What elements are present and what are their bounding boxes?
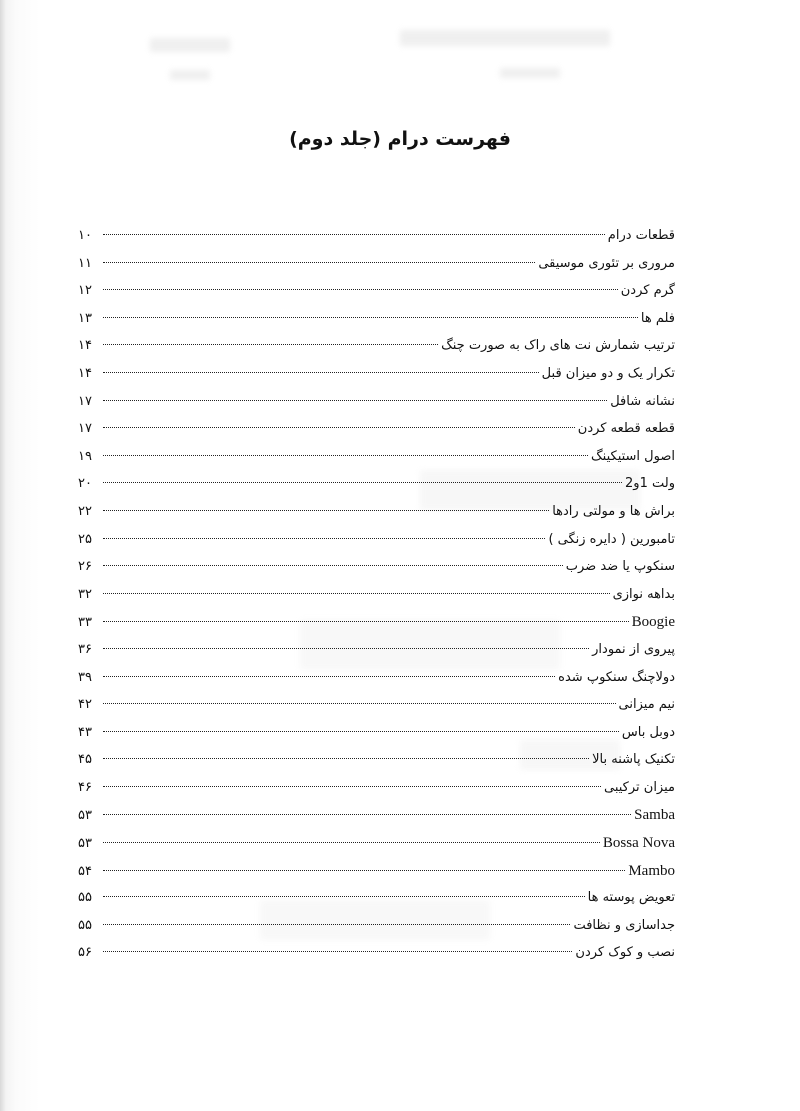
dot-leader: [103, 703, 616, 704]
toc-entry-page-number: ۴۶: [78, 779, 92, 795]
toc-entry-title: Samba: [634, 807, 675, 824]
toc-entry: [78, 421, 675, 449]
toc-entry-page-number: ۴۵: [78, 752, 92, 768]
dot-leader: [103, 842, 600, 843]
toc-entry: [78, 283, 675, 311]
toc-entry-title: تعویض پوسته ها: [587, 890, 675, 906]
toc-entry-title: بداهه نوازی: [612, 586, 675, 602]
dot-leader: [103, 731, 619, 732]
dot-leader: [103, 289, 618, 290]
toc-entry-page-number: ۵۵: [78, 917, 92, 933]
toc-entry-title: دولاچنگ سنکوپ شده: [558, 669, 675, 685]
toc-entry-page-number: ۵۴: [78, 863, 92, 879]
toc-entry: [78, 807, 675, 835]
toc-entry-page-number: ۳۳: [78, 615, 92, 631]
toc-entry-page-number: ۱۷: [78, 393, 92, 409]
toc-entry-page-number: ۳۹: [78, 669, 92, 685]
toc-entry: [78, 670, 675, 698]
dot-leader: [103, 621, 629, 622]
toc-entry-page-number: ۱۰: [78, 228, 92, 243]
dot-leader: [103, 951, 572, 952]
toc-entry: [78, 394, 675, 422]
toc-entry: [78, 642, 675, 670]
dot-leader: [103, 538, 545, 539]
toc-entry-title: فلم ها: [640, 310, 675, 326]
toc-entry: [78, 752, 675, 780]
toc-entry: [78, 890, 675, 918]
toc-entry-title: تکرار یک و دو میزان قبل: [541, 365, 675, 381]
toc-entry-title: نشانه شافل: [610, 393, 675, 409]
toc-entry-title: مروری بر تئوری موسیقی: [538, 255, 675, 271]
bleed-through-artifact: [150, 38, 230, 52]
dot-leader: [103, 317, 638, 318]
dot-leader: [103, 262, 535, 263]
toc-entry: [78, 945, 675, 973]
toc-entry-page-number: ۲۲: [78, 503, 92, 519]
toc-entry: [78, 338, 675, 366]
toc-entry-page-number: ۱۱: [78, 255, 92, 271]
dot-leader: [103, 565, 563, 566]
table-of-contents: [78, 228, 675, 973]
toc-entry: [78, 311, 675, 339]
toc-entry-page-number: ۱۴: [78, 338, 92, 354]
toc-entry: [78, 504, 675, 532]
dot-leader: [103, 593, 610, 594]
toc-entry-page-number: ۳۲: [78, 586, 92, 602]
dot-leader: [103, 924, 570, 925]
toc-entry: [78, 476, 675, 504]
toc-entry: [78, 863, 675, 891]
toc-entry-title: قطعه قطعه کردن: [577, 421, 675, 437]
toc-entry-page-number: ۲۰: [78, 476, 92, 492]
toc-entry-title: ترتیب شمارش نت های راک به صورت چنگ: [441, 338, 675, 354]
toc-entry: [78, 256, 675, 284]
toc-entry-title: تکنیک پاشنه بالا: [592, 752, 675, 768]
toc-entry-title: میزان ترکیبی: [603, 779, 675, 795]
bleed-through-artifact: [500, 68, 560, 78]
toc-entry: [78, 725, 675, 753]
toc-entry-title: پیروی از نمودار: [592, 641, 675, 657]
toc-entry: [78, 780, 675, 808]
toc-entry-title: براش ها و مولتی رادها: [552, 503, 675, 519]
toc-entry-page-number: ۴۳: [78, 724, 92, 740]
toc-entry: [78, 835, 675, 863]
toc-entry: [78, 614, 675, 642]
toc-entry: [78, 559, 675, 587]
toc-entry-title: دوبل باس: [621, 724, 675, 740]
toc-entry: [78, 532, 675, 560]
toc-entry: [78, 918, 675, 946]
toc-entry-title: قطعات درام: [607, 228, 675, 243]
toc-entry-page-number: ۱۳: [78, 310, 92, 326]
dot-leader: [103, 814, 631, 815]
dot-leader: [103, 234, 605, 235]
toc-entry-title: جداسازی و نظافت: [573, 917, 675, 933]
dot-leader: [103, 482, 622, 483]
dot-leader: [103, 510, 549, 511]
dot-leader: [103, 870, 625, 871]
toc-entry-page-number: ۱۷: [78, 421, 92, 437]
toc-entry-title: نصب و کوک کردن: [575, 945, 675, 961]
toc-entry-title: نیم میزانی: [618, 697, 675, 713]
toc-entry-page-number: ۳۶: [78, 641, 92, 657]
toc-entry: [78, 697, 675, 725]
bleed-through-artifact: [170, 70, 210, 80]
toc-entry-page-number: ۵۳: [78, 836, 92, 852]
dot-leader: [103, 676, 555, 677]
toc-entry-page-number: ۵۵: [78, 890, 92, 906]
toc-entry-page-number: ۲۵: [78, 531, 92, 547]
toc-entry-title: تامبورین ( دایره زنگی ): [548, 531, 675, 547]
toc-entry: [78, 228, 675, 256]
toc-entry-page-number: ۲۶: [78, 559, 92, 575]
toc-entry-page-number: ۱۲: [78, 283, 92, 299]
toc-entry-page-number: ۵۶: [78, 945, 92, 961]
toc-entry-page-number: ۵۳: [78, 808, 92, 824]
dot-leader: [103, 758, 589, 759]
dot-leader: [103, 344, 438, 345]
toc-entry-page-number: ۱۴: [78, 365, 92, 381]
toc-entry-title: گرم کردن: [620, 283, 675, 299]
dot-leader: [103, 400, 607, 401]
toc-entry-page-number: ۱۹: [78, 448, 92, 464]
toc-entry: [78, 366, 675, 394]
toc-entry-title: Bossa Nova: [602, 835, 675, 852]
dot-leader: [103, 648, 589, 649]
bleed-through-artifact: [400, 30, 610, 46]
page-title: فهرست درام (جلد دوم): [289, 128, 511, 150]
toc-entry-title: ولت 1و2: [625, 476, 675, 492]
toc-entry: [78, 449, 675, 477]
toc-entry-title: Mambo: [628, 862, 675, 879]
toc-entry-page-number: ۴۲: [78, 697, 92, 713]
dot-leader: [103, 372, 539, 373]
toc-entry-title: اصول استیکینگ: [591, 448, 675, 464]
toc-entry-title: Boogie: [631, 614, 675, 631]
dot-leader: [103, 896, 585, 897]
dot-leader: [103, 427, 575, 428]
dot-leader: [103, 786, 601, 787]
dot-leader: [103, 455, 588, 456]
toc-entry-title: سنکوپ یا ضد ضرب: [565, 559, 675, 575]
toc-entry: [78, 587, 675, 615]
